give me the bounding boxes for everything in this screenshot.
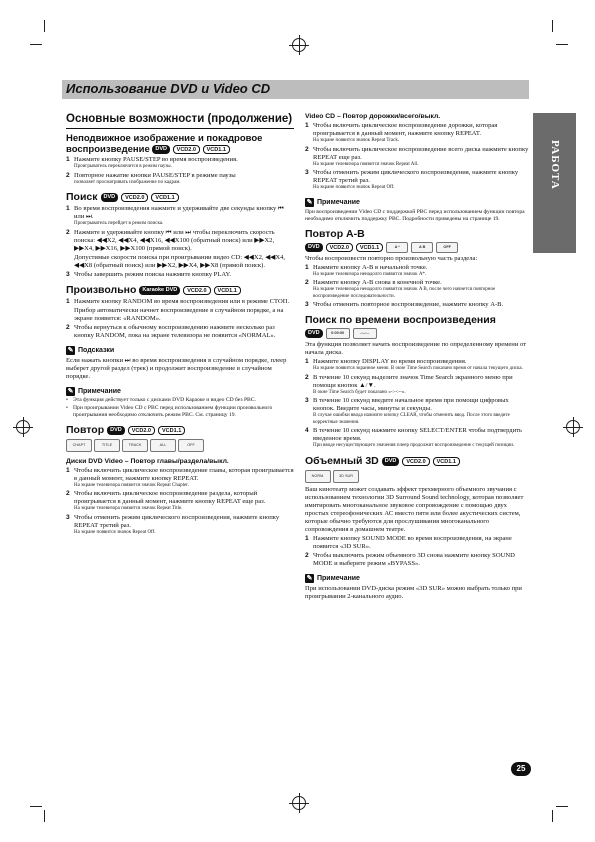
step: 1 Во время воспроизведения нажмите и удерживайте две секунды кнопку ⏮ или ⏭. Проигрыватель перейдет в режим поиска. (66, 205, 284, 226)
repeat-chapter-icon: CHAPT (66, 439, 92, 452)
step: 1 Нажмите кнопку PAUSE/STEP во время воспроизведения. Проигрыватель переключится в режим паузы. (66, 156, 238, 169)
step: 1 Чтобы включить циклическое воспроизведение главы, которая проигрывается в данный момент, нажмите кнопку REPEAT. На экране телевизора появится значок Repeat Chapter. (66, 466, 294, 488)
repeat-ab-steps (305, 264, 531, 310)
note-text: При использовании DVD-диска режим «3D SUR» можно выбрать только при проигрывании 2-канального аудио. (305, 584, 522, 600)
repeat-ab-intro: Чтобы воспроизвести повторно произвольную часть раздела: (305, 254, 478, 262)
note-heading: ✎ Примечание (306, 574, 360, 582)
step: 2 Нажмите кнопку A-B снова в конечной точке. На экране телевизора ненадолго появится значок A B, после чего начнется повторное воспроизведение последовательности. (305, 279, 496, 299)
side-tab-label: РАБОТА (549, 140, 561, 190)
step: 3 Чтобы отменить режим циклического воспроизведения, нажмите кнопку REPEAT третий раз. На экране появится значок Repeat Off. (66, 513, 280, 535)
note-icon: ✎ (67, 346, 74, 354)
step: 3 Чтобы завершить режим поиска нажмите кнопку PLAY. (66, 270, 232, 278)
note-heading: ✎ Примечание (306, 198, 360, 206)
note-bullets (66, 397, 294, 419)
badge-dvd: DVD (305, 243, 323, 252)
badge-dvd: DVD (382, 457, 400, 466)
sound-3d-icon: 3D SUR (333, 470, 359, 483)
still-steps (66, 156, 294, 186)
repeat-off-icon: OFF (436, 242, 458, 253)
step: 3 Чтобы отменить режим циклического воспроизведения, нажмите кнопку REPEAT третий раз. На экране появится значок Repeat Off. (305, 169, 519, 190)
badge-vcd20: VCD2.0 (128, 426, 155, 435)
repeat-off-icon: OFF (178, 439, 204, 452)
surround-intro: Ваш кинотеатр может создавать эффект трехмерного объемного звучания с использованием технологии 3D Surround Sound technology, которая позволяет имитировать многоканальное звуковое сопровождение с помощью двух простых стереофонических АС вместо пяти или более акустических систем, которые обычно требуются для прослушивания многоканального сопровождения в домашнем театре. (305, 485, 524, 533)
crop-mark (30, 44, 42, 45)
step: 2 Чтобы включить циклическое воспроизведение раздела, который проигрывается в данный момент, нажмите кнопку REPEAT еще раз. На экране телевизора появится значок Repeat Title. (66, 490, 266, 511)
crop-mark (30, 806, 42, 807)
search-heading-text: Поиск (66, 191, 98, 203)
surround-icons (305, 470, 531, 483)
step: 2 В течение 10 секунд выделите значок Time Search экранного меню при помощи кнопок ▲/▼. В окне Time Search будет показано «-:--:--». (305, 373, 513, 395)
badge-dvd: DVD (101, 193, 119, 202)
step: 4 В течение 10 секунд нажмите кнопку SELECT/ENTER чтобы подтвердить введенное время. При вводе несуществующего значения плеер продолжит воспроизведение с текущей позиции. (305, 427, 523, 448)
time-icon: 0:00:00 (326, 328, 350, 339)
badge-vcd20: VCD2.0 (402, 457, 429, 466)
page-title: Использование DVD и Video CD (66, 81, 271, 96)
repeat-track-icon: TRACK (122, 439, 148, 452)
registration-mark (16, 420, 30, 434)
repeat-ab-heading-text: Повтор A-B (305, 227, 365, 240)
step: Прибор автоматически начнет воспроизведение в случайном порядке, а на экране появится: «RANDOM». (74, 306, 284, 322)
note-icon: ✎ (67, 387, 74, 395)
note-icon: ✎ (306, 574, 313, 582)
repeat-ab-badges (305, 242, 531, 253)
random-steps (66, 298, 294, 340)
repeat-steps (66, 467, 294, 537)
time-search-heading (305, 314, 531, 327)
surround-heading (305, 455, 531, 468)
surround-heading-text: Объемный 3D (305, 454, 379, 467)
hint-text: Если нажать кнопки ⏭ во время воспроизведения в случайном порядке, плеер выберет другой раздел (трек) и продолжит воспроизведение в случайном порядке. (66, 356, 287, 380)
badge-vcd20: VCD2.0 (121, 193, 148, 202)
step: 2 Чтобы вернуться к обычному воспроизведению нажмите несколько раз кнопку RANDOM, пока на экране телевизора не появится «NORMAL». (66, 323, 276, 339)
badge-vcd20: VCD2.0 (326, 243, 353, 252)
left-column (66, 112, 294, 536)
time-search-heading-text: Поиск по времени воспроизведения (305, 314, 496, 326)
repeat-icons (66, 439, 294, 452)
step: 2 Чтобы включить циклическое воспроизведение всего диска нажмите кнопку REPEAT еще раз. На экране телевизора появится значок Repeat All. (305, 145, 529, 167)
step: 2 Чтобы выключить режим объемного 3D снова нажмите кнопку SOUND MODE и выберите режим «BYPASS». (305, 551, 515, 567)
crop-mark (44, 810, 45, 822)
still-heading (66, 133, 294, 155)
time-search-steps (305, 358, 531, 450)
step: 1 Нажмите кнопку DISPLAY во время воспроизведения. На экране появится экранное меню. В окне Time Search показано время от начала текущего диска. (305, 358, 523, 371)
heading-rule (66, 128, 294, 129)
step: 2 Повторное нажатие кнопки PAUSE/STEP в режиме паузы позволяет просматривать изображение по кадрам. (66, 171, 236, 185)
badge-dvd: DVD (107, 426, 125, 435)
hint-heading: ✎ Подсказки (67, 346, 115, 354)
random-heading-text: Произвольно (66, 283, 137, 296)
note-text: При воспроизведении Video CD с поддержкой PBC перед использованием функции повтора необходимо отключить поддержку PBC. Подробности приведены на странице 19. (305, 208, 525, 222)
random-heading (66, 284, 294, 297)
step: 2 Нажмите и удерживайте кнопку ⏮ или ⏭ чтобы переключить скорость поиска: ◀◀X2, ◀◀X4, ◀◀X16, ◀◀X100 (обратный поиск) или ▶▶X2, ▶▶X4, ▶▶X16, ▶▶X100 (прямой поиск). (66, 228, 275, 252)
main-heading: Основные возможности (продолжение) (66, 113, 293, 125)
badge-karaoke-dvd: Karaoke DVD (139, 286, 180, 295)
list-item: • При проигрывании Video CD с PBC перед использованием функции произвольного проигрывания необходимо отключить режим PBC. См. страницу 19. (66, 404, 273, 418)
note-icon: ✎ (306, 198, 313, 206)
note-heading: ✎ Примечание (67, 387, 121, 395)
search-steps (66, 205, 294, 279)
right-column (305, 112, 531, 601)
dvd-repeat-subheading: Диски DVD Video – Повтор главы/раздела/выкл. (66, 457, 229, 465)
badge-vcd11: VCD1.1 (203, 145, 230, 154)
repeat-a-icon: A * (386, 242, 408, 253)
repeat-all-icon: ALL (150, 439, 176, 452)
repeat-heading-text: Повтор (66, 423, 105, 436)
registration-mark (292, 38, 306, 52)
sound-normal-icon: NORM. (305, 470, 331, 483)
step: 1 Чтобы включить циклическое воспроизведение дорожки, которая проигрывается в данный момент, нажмите кнопку REPEAT. На экране появится значок Repeat Track. (305, 122, 498, 143)
badge-dvd: DVD (152, 145, 170, 154)
step: 1 Нажмите кнопку RANDOM во время воспроизведения или в режиме СТОП. (66, 297, 290, 305)
crop-mark (556, 44, 568, 45)
registration-mark (292, 796, 306, 810)
repeat-ab-icon: A B (411, 242, 433, 253)
time-entry-icon: -:--:-- (353, 328, 377, 339)
crop-mark (552, 20, 553, 32)
badge-vcd11: VCD1.1 (151, 193, 178, 202)
crop-mark (44, 20, 45, 32)
page-number: 25 (511, 762, 531, 776)
search-heading (66, 191, 294, 204)
step: Допустимые скорости поиска при проигрывании видео CD: ◀◀X2, ◀◀X4, ◀◀X8 (обратный поиск) или ▶▶X2, ▶▶X4, ▶▶X8 (прямой поиск). (74, 253, 286, 269)
repeat-ab-heading (305, 228, 531, 241)
repeat-title-icon: TITLE (94, 439, 120, 452)
step: 3 В течение 10 секунд введите начальное время при помощи цифровых кнопок. Введите часы, минуты и секунды. В случае ошибки ввода нажмите кнопку CLEAR, чтобы отменить ввод. После этого введите корректные значения. (305, 397, 510, 425)
vcd-repeat-steps (305, 122, 531, 192)
still-heading-text: Неподвижное изображение и покадровое воспроизведение (66, 133, 263, 155)
badge-dvd: DVD (305, 329, 323, 338)
step: 3 Чтобы отменить повторное воспроизведение, нажмите кнопку A-B. (305, 301, 504, 308)
badge-vcd11: VCD1.1 (158, 426, 185, 435)
repeat-heading (66, 424, 294, 437)
crop-mark (556, 806, 568, 807)
crop-mark (552, 810, 553, 822)
vcd-repeat-heading: Video CD – Повтор дорожки/всего/выкл. (305, 113, 441, 120)
step: 1 Нажмите кнопку SOUND MODE во время воспроизведения, на экране появится «3D SUR». (305, 534, 512, 550)
badge-vcd11: VCD1.1 (214, 286, 241, 295)
badge-vcd11: VCD1.1 (433, 457, 460, 466)
surround-steps (305, 535, 531, 568)
list-item: • Эта функция действует только с дисками DVD Караоке и видео CD без PBC. (66, 396, 256, 403)
time-search-badges (305, 328, 531, 339)
time-search-intro: Эта функция позволяет начать воспроизведение по определенному времени от начала диска. (305, 341, 527, 356)
badge-vcd20: VCD2.0 (183, 286, 210, 295)
badge-vcd20: VCD2.0 (173, 145, 200, 154)
step: 1 Нажмите кнопку A-B в начальной точке. На экране телевизора ненадолго появится значок A*. (305, 263, 428, 277)
registration-mark (566, 420, 580, 434)
badge-vcd11: VCD1.1 (356, 243, 383, 252)
